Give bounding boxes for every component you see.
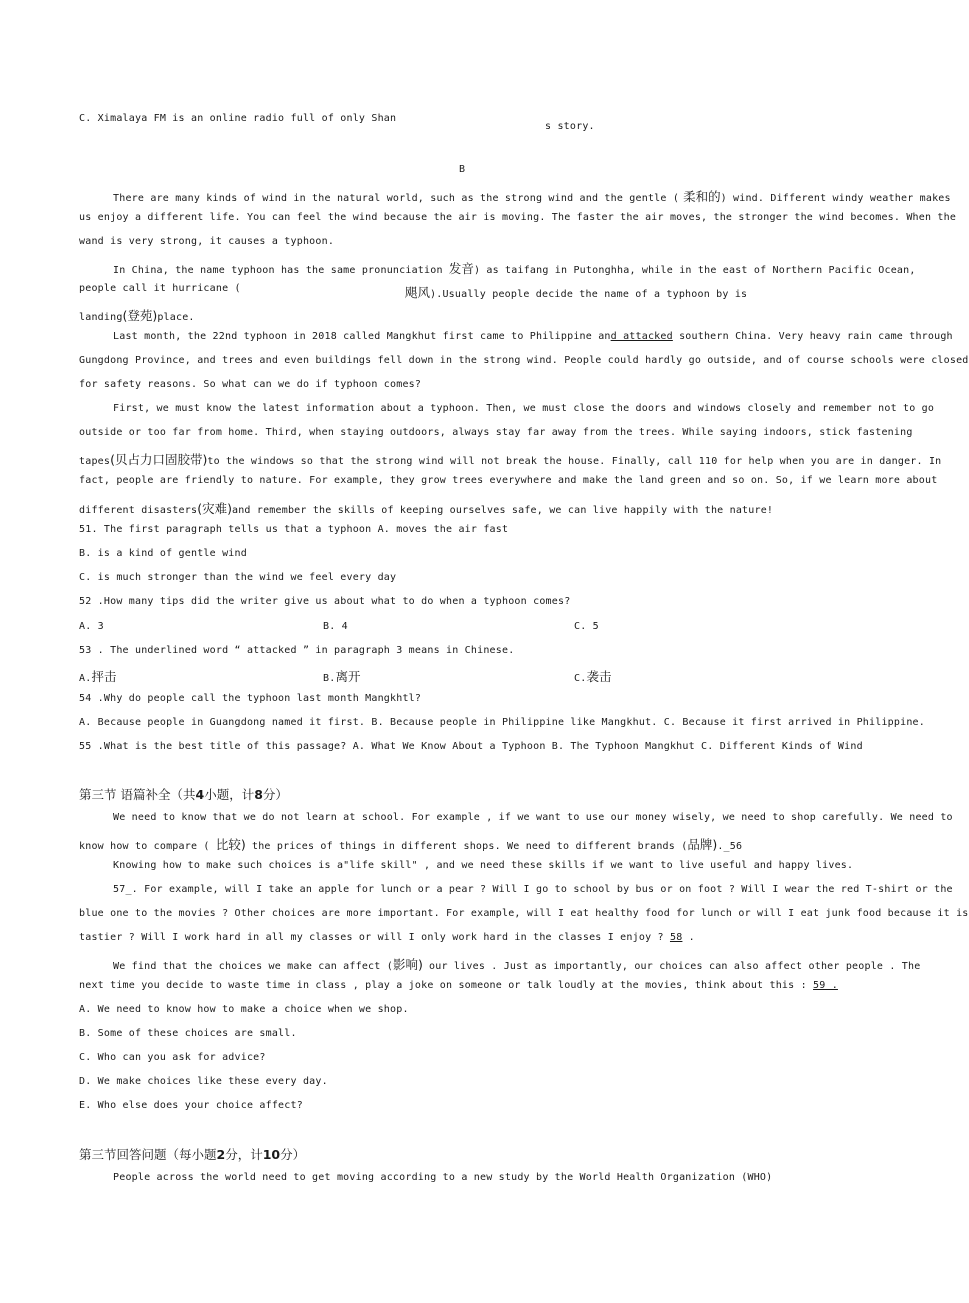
s3-paragraph-3-line-3: tastier ? Will I work hard in all my classes or will I only work hard in the classes I enjoy ? 58 . (79, 932, 695, 943)
question-52-option-a: A. 3 (79, 621, 104, 632)
s3-paragraph-3-line-2: blue one to the movies ? Other choices are more important. For example, will I eat healthy food for lunch or will I eat junk food because it is (79, 908, 969, 919)
paragraph-3-line-1: Last month, the 22nd typhoon in 2018 called Mangkhut first came to Philippine and attacked southern China. Very heavy rain came through (113, 331, 953, 342)
paragraph-1-line-1: There are many kinds of wind in the natural world, such as the strong wind and the gentle ( 柔和的) wind. Different windy weather makes (113, 189, 951, 204)
paragraph-4-line-2: outside or too far from home. Third, when staying outdoors, always stay far away from the trees. While saying indoors, stick fastening (79, 427, 913, 438)
passage-label: B (459, 164, 466, 175)
paragraph-4-line-3: tapes(贝占力口固胶带)to the windows so that the strong wind will not break the house. Finally, call 110 for help when you are in danger. In (79, 452, 942, 467)
paragraph-4-line-5: different disasters(灾难)and remember the skills of keeping ourselves safe, we can live happily with the nature! (79, 501, 774, 516)
paragraph-3-line-2: Gungdong Province, and trees and even buildings fell down in the strong wind. People could hardly go outside, and of course schools were closed (79, 355, 969, 366)
question-54: 54 .Why do people call the typhoon last month Mangkhtl? (79, 693, 422, 704)
s3-option-b: B. Some of these choices are small. (79, 1028, 297, 1039)
s3-paragraph-1-line-2: know how to compare ( 比较) the prices of things in different shops. We need to different brands (品牌)._56 (79, 837, 743, 852)
option-c-line-right: s story. (545, 121, 595, 132)
question-52: 52 .How many tips did the writer give us about what to do when a typhoon comes? (79, 596, 571, 607)
question-52-option-b: B. 4 (323, 621, 348, 632)
section-heading-passage-completion: 第三节 语篇补全（共4小题，计8分） (79, 787, 288, 802)
question-53: 53 . The underlined word “ attacked ” in paragraph 3 means in Chinese. (79, 645, 515, 656)
paragraph-2-line-1: In China, the name typhoon has the same pronunciation 发音) as taifang in Putonghha, while in the east of Northern Pacific Ocean, (113, 261, 916, 276)
question-53-option-b: B.离开 (323, 669, 361, 684)
paragraph-3-line-3: for safety reasons. So what can we do if typhoon comes? (79, 379, 422, 390)
gloss-pronunciation: 发音 (448, 261, 474, 276)
paragraph-4-line-1: First, we must know the latest information about a typhoon. Then, we must close the doors and windows closely and remember not to go (113, 403, 935, 414)
question-53-option-a: A.抨击 (79, 669, 117, 684)
s3-option-a: A. We need to know how to make a choice when we shop. (79, 1004, 409, 1015)
paragraph-4-line-4: fact, people are friendly to nature. For example, they grow trees everywhere and make the land green and so on. So, if we learn more about (79, 475, 938, 486)
underlined-attacked: d attacked (610, 331, 673, 342)
question-51: 51. The first paragraph tells us that a typhoon A. moves the air fast (79, 524, 509, 535)
gloss-hurricane: 飓风 (405, 285, 431, 300)
blank-58: 58 (669, 932, 683, 943)
paragraph-2-line-2a: people call it hurricane ( (79, 283, 241, 294)
s3-option-d: D. We make choices like these every day. (79, 1076, 328, 1087)
paragraph-1-line-3: wand is very strong, it causes a typhoon. (79, 236, 335, 247)
question-55: 55 .What is the best title of this passage? A. What We Know About a Typhoon B. The Typhoon Mangkhut C. Different Kinds of Wind (79, 741, 863, 752)
paragraph-2-line-3: landing(登苑)place. (79, 308, 195, 323)
section-heading-answer-questions: 第三节回答问题（每小题2分，计10分） (79, 1147, 306, 1162)
gloss-tapes: (贝占力口固胶带) (110, 452, 208, 467)
gloss-landing: (登苑) (122, 308, 158, 323)
gloss-disasters: (灾难) (197, 501, 232, 516)
question-53-option-c: C.袭击 (574, 669, 612, 684)
blank-59: 59 . (813, 980, 838, 991)
paragraph-1-line-2: us enjoy a different life. You can feel the wind because the air is moving. The faster the air moves, the stronger the wind becomes. When the (79, 212, 957, 223)
gloss-gentle: 柔和的 (683, 189, 721, 204)
s3-paragraph-3-line-1: 57_. For example, will I take an apple for lunch or a pear ? Will I go to school by bus or on foot ? Will I wear the red T-shirt or the (113, 884, 953, 895)
question-54-options: A. Because people in Guangdong named it first. B. Because people in Philippine like Mangkhut. C. Because it first arrived in Philippine. (79, 717, 925, 728)
option-c-line-left: C. Ximalaya FM is an online radio full of only Shan (79, 113, 397, 124)
s3-option-c: C. Who can you ask for advice? (79, 1052, 266, 1063)
s3-paragraph-1-line-1: We need to know that we do not learn at school. For example , if we want to use our money wisely, we need to shop carefully. We need to (113, 812, 953, 823)
s4-paragraph-1: People across the world need to get moving according to a new study by the World Health Organization (WHO) (113, 1172, 773, 1183)
question-51-option-c: C. is much stronger than the wind we feel every day (79, 572, 397, 583)
question-51-option-b: B. is a kind of gentle wind (79, 548, 247, 559)
s3-paragraph-2: Knowing how to make such choices is a"life skill" , and we need these skills if we want to live useful and happy lives. (113, 860, 854, 871)
s3-option-e: E. Who else does your choice affect? (79, 1100, 303, 1111)
s3-paragraph-4-line-2: next time you decide to waste time in class , play a joke on someone or talk loudly at the movies, think about this : 59 . (79, 980, 838, 991)
s3-paragraph-4-line-1: We find that the choices we make can affect (影响) our lives . Just as importantly, our choices can also affect other people . The (113, 957, 921, 972)
paragraph-2-line-2b: 飓风).Usually people decide the name of a typhoon by is (405, 285, 748, 300)
question-52-option-c: C. 5 (574, 621, 599, 632)
